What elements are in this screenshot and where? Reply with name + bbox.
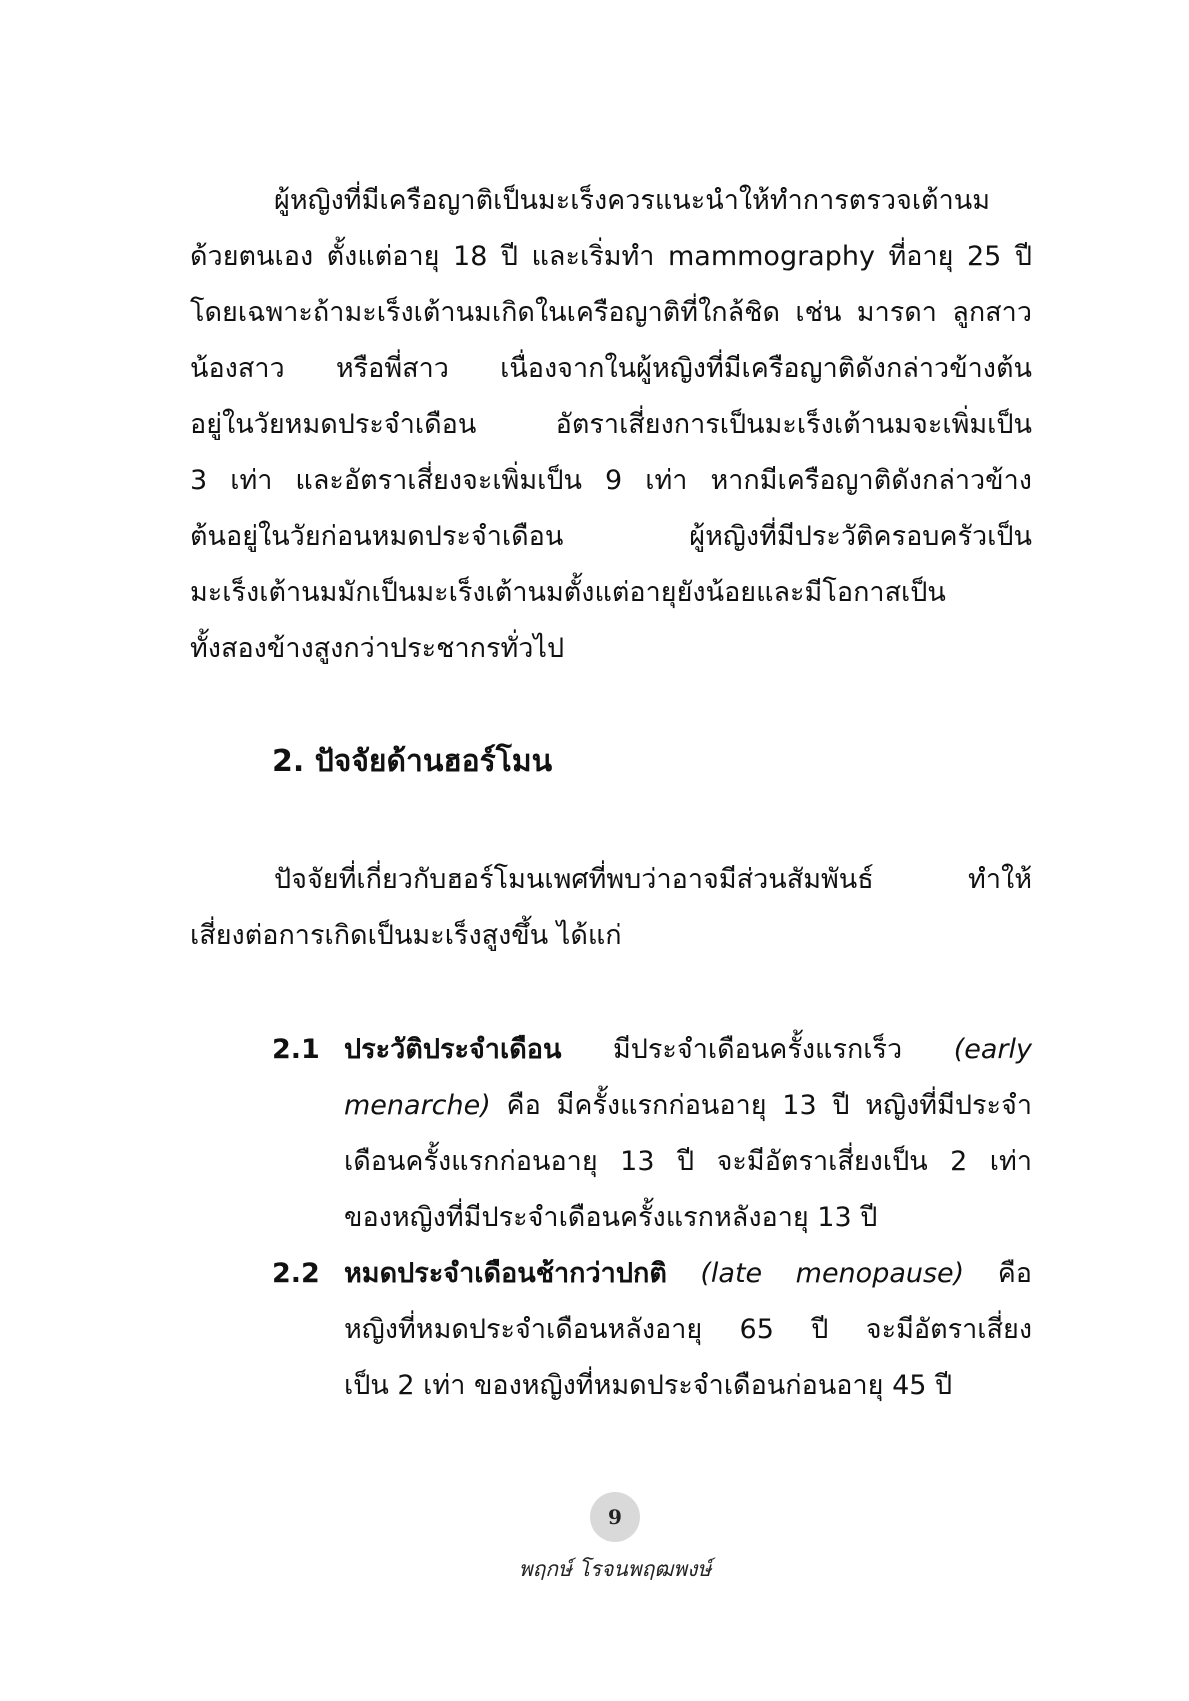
list-item-term: ประวัติประจำเดือน	[344, 1034, 562, 1065]
list-item-line	[344, 1022, 1032, 1078]
list-item	[272, 1022, 1032, 1246]
section-heading: 2. ปัจจัยด้านฮอร์โมน	[272, 744, 553, 779]
paragraph-line: ผู้หญิงที่มีเครือญาติเป็นมะเร็งควรแนะนำให้ทำการตรวจเต้านม	[274, 185, 991, 216]
paragraph-line: มะเร็งเต้านมมักเป็นมะเร็งเต้านมตั้งแต่อายุยังน้อยและมีโอกาสเป็น	[190, 577, 946, 608]
list-item-line: เดือนครั้งแรกก่อนอายุ 13 ปี จะมีอัตราเสี่ยงเป็น 2 เท่า	[344, 1146, 1032, 1177]
list-item-term: หมดประจำเดือนช้ากว่าปกติ	[344, 1258, 667, 1289]
list-item-text: มีประจำเดือนครั้งแรกเร็ว	[612, 1034, 903, 1065]
list-item	[272, 1246, 1032, 1414]
page-number-badge: 9	[590, 1492, 640, 1542]
body-paragraph-hormone-intro	[190, 852, 1032, 964]
list-item-number: 2.1	[272, 1034, 320, 1065]
list-item-latin-term: (late menopause)	[700, 1258, 965, 1289]
list-item-line	[344, 1078, 1032, 1134]
list-item-line	[344, 1246, 1032, 1302]
paragraph-line: เสี่ยงต่อการเกิดเป็นมะเร็งสูงขึ้น ได้แก่	[190, 920, 622, 951]
list-item-line: ของหญิงที่มีประจำเดือนครั้งแรกหลังอายุ 13 ปี	[344, 1202, 878, 1233]
paragraph-line: ทั้งสองข้างสูงกว่าประชากรทั่วไป	[190, 633, 565, 664]
list-item-text: คือ	[997, 1258, 1032, 1289]
list-item-latin-term: (early	[953, 1034, 1032, 1065]
list-item-number: 2.2	[272, 1258, 320, 1289]
paragraph-line: น้องสาว หรือพี่สาว เนื่องจากในผู้หญิงที่มีเครือญาติดังกล่าวข้างต้น	[190, 353, 1032, 384]
paragraph-line: โดยเฉพาะถ้ามะเร็งเต้านมเกิดในเครือญาติที่ใกล้ชิด เช่น มารดา ลูกสาว	[190, 297, 1032, 328]
list-item-latin-term: menarche)	[344, 1090, 491, 1121]
hormone-factor-list	[272, 1022, 1032, 1414]
paragraph-line: อยู่ในวัยหมดประจำเดือน อัตราเสี่ยงการเป็นมะเร็งเต้านมจะเพิ่มเป็น	[190, 409, 1032, 440]
paragraph-line: 3 เท่า และอัตราเสี่ยงจะเพิ่มเป็น 9 เท่า หากมีเครือญาติดังกล่าวข้าง	[190, 465, 1032, 496]
paragraph-line: ต้นอยู่ในวัยก่อนหมดประจำเดือน ผู้หญิงที่มีประวัติครอบครัวเป็น	[190, 521, 1032, 552]
paragraph-line: ปัจจัยที่เกี่ยวกับฮอร์โมนเพศที่พบว่าอาจมีส่วนสัมพันธ์ ทำให้	[274, 864, 1032, 895]
author-name: พฤกษ์ โรจนพฤฒพงษ์	[518, 1557, 712, 1581]
list-item-line: เป็น 2 เท่า ของหญิงที่หมดประจำเดือนก่อนอายุ 45 ปี	[344, 1370, 953, 1401]
paragraph-line: ด้วยตนเอง ตั้งแต่อายุ 18 ปี และเริ่มทำ mammography ที่อายุ 25 ปี	[190, 241, 1032, 272]
list-item-text: คือ มีครั้งแรกก่อนอายุ 13 ปี หญิงที่มีประจำ	[506, 1090, 1032, 1121]
list-item-line: หญิงที่หมดประจำเดือนหลังอายุ 65 ปี จะมีอัตราเสี่ยง	[344, 1314, 1032, 1345]
body-paragraph-family-history	[190, 173, 1032, 677]
